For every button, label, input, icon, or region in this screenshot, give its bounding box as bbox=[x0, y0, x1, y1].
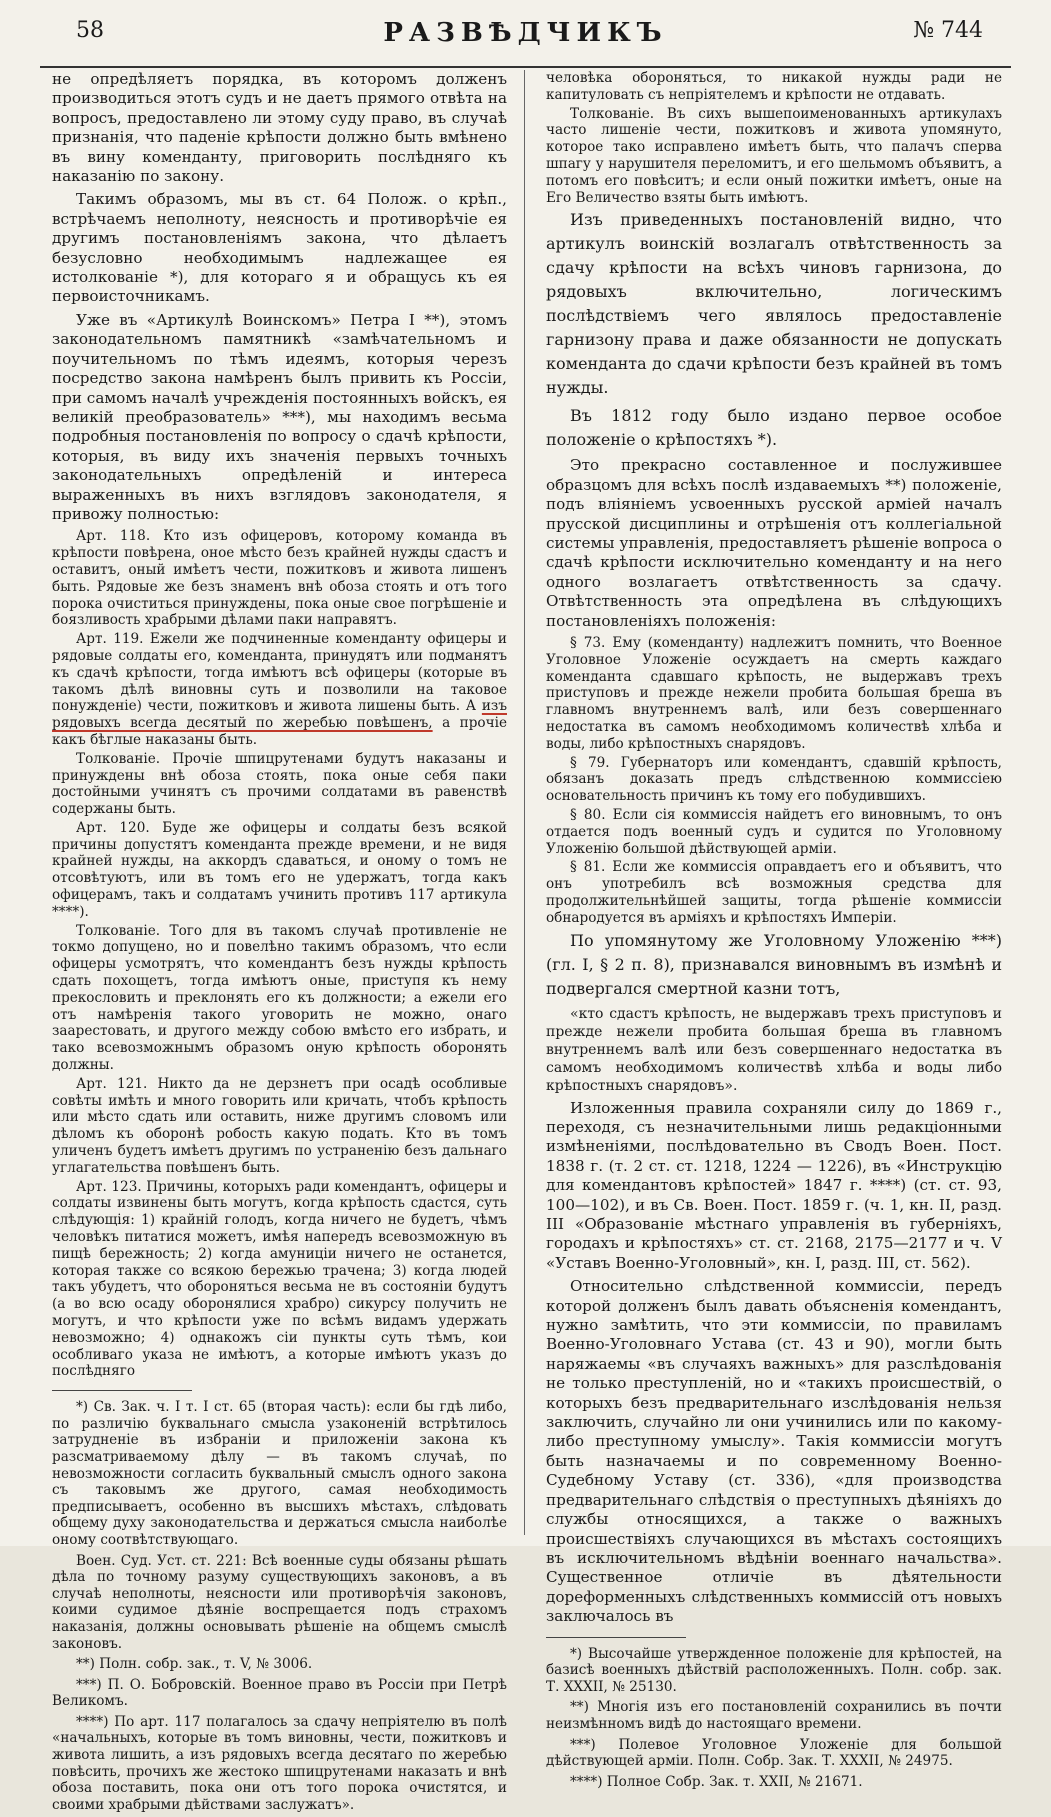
issue-number: № 744 bbox=[913, 18, 983, 43]
article-118: Арт. 118. Кто изъ офицеровъ, которому команда въ крѣпости повѣрена, оное мѣсто безъ крайней нужды сдастъ и оставитъ, оный имѣетъ чести, пожитковъ и живота лишенъ быть. Рядовые же безъ знаменъ внѣ обоза стоять и отъ того порока очиститься принуждены, пока оные свое погрѣшеніе и боязливость храбрыми дѣлами паки направятъ. bbox=[52, 528, 507, 629]
interpretation: Толкованіе. Того для въ такомъ случаѣ противленіе не токмо допущено, но и повелѣно такимъ образомъ, что если офицеры усмотрятъ, что комендантъ безъ нужды крѣпость сдать похощетъ, тогда имѣютъ оные, приступя къ нему прекословить и преклонять его къ должности; а ежели его отъ намѣренія такого уговорить не можно, онаго заарестовать, и другого между собою вмѣсто его избрать, и тако всевозможнымъ образомъ оную крѣпость оборонять должны. bbox=[52, 922, 507, 1074]
footnote: *) Высочайше утвержденное положеніе для крѣпостей, на базисѣ военныхъ дѣйствій расположенныхъ. Полн. собр. зак. Т. XXXII, № 25130. bbox=[546, 1645, 1002, 1695]
footnote: **) Полн. собр. зак., т. V, № 3006. bbox=[76, 1656, 313, 1673]
paragraph: Это прекрасно составленное и послужившее образцомъ для всѣхъ послѣ издаваемыхъ **) положеніе, подъ вліяніемъ усвоенныхъ русской арміей началъ прусской дисциплины и отрѣшенія отъ коллегіальной системы управленія, предоставляетъ рѣшеніе вопроса о сдачѣ крѣпости исключительно коменданту и на него одного возлагаетъ отвѣтственность за сдачу. Отвѣтственность эта опредѣлена въ слѣдующихъ постановленіяхъ положенія: bbox=[546, 456, 1002, 630]
section-80: § 80. Если сія коммиссія найдетъ его виновнымъ, то онъ отдается подъ военный судъ и судится по Уголовному Уложенію большой дѣйствующей арміи. bbox=[546, 807, 1002, 857]
article-120: Арт. 120. Буде же офицеры и солдаты безъ всякой причины допустятъ коменданта прежде времени, и не видя крайней нужды, на аккордъ сдаваться, и оному о томъ не отсовѣтуютъ, или въ томъ его не удержатъ, тогда какъ офицерамъ, такъ и солдатамъ учинить противъ 117 артикула ****). bbox=[52, 819, 507, 920]
article-119-tail: а прочіе какъ бѣглые наказаны быть. bbox=[52, 715, 507, 748]
paragraph: Въ 1812 году было издано первое особое положеніе о крѣпостяхъ *). bbox=[546, 406, 1002, 450]
article-121: Арт. 121. Никто да не дерзнетъ при осадѣ особливые совѣты имѣть и много говорить или кричать, чтобъ крѣпость или мѣсто сдать или оставить, ниже другимъ словомъ или дѣломъ къ оборонѣ робость какую подать. Кто въ томъ уличенъ будетъ имѣетъ другимъ по устраненію безъ дальнаго углагательства повѣшенъ быть. bbox=[52, 1075, 507, 1176]
footnote: **) Многія изъ его постановленій сохранились въ почти неизмѣнномъ видѣ до настоящаго времени. bbox=[546, 1699, 1002, 1732]
footnote: ***) П. О. Бобровскій. Военное право въ Россіи при Петрѣ Великомъ. bbox=[52, 1676, 507, 1710]
paragraph: не опредѣляетъ порядка, въ которомъ долженъ производиться этотъ судъ и не даетъ прямого отвѣта на вопросъ, предоставлено ли этому суду право, въ случаѣ признанія, что паденіе крѣпости должно быть вмѣнено въ вину коменданту, приговорить послѣдняго къ наказанію по закону. bbox=[52, 70, 507, 186]
interpretation: Толкованіе. Прочіе шпицрутенами будутъ наказаны и принуждены внѣ обоза стоять, пока оные себя паки достойными учинятъ съ прочими солдатами въ равенствѣ содержаны быть. bbox=[52, 750, 507, 818]
paragraph: человѣка обороняться, то никакой нужды ради не капитуловать съ непріятелемъ и крѣпости не отдавать. bbox=[546, 70, 1002, 103]
column-rule bbox=[524, 70, 525, 1535]
underlined-passage: изъ рядовыхъ всегда десятый по жеребью повѣшенъ, bbox=[52, 698, 507, 732]
footnote: *) Св. Зак. ч. I т. I ст. 65 (вторая часть): если бы гдѣ либо, по различію буквальнаго смысла узаконеній встрѣтилось затрудненіе въ избраніи и приложеніи закона къ разсматриваемому дѣлу — въ такомъ случаѣ, по невозможности согласить буквальный смыслъ одного закона съ таковымъ же другого, самая необходимость предписываетъ, особенно въ высшихъ мѣстахъ, слѣдовать общему духу законодательства и держаться смысла наиболѣе оному соотвѣтствующаго. bbox=[52, 1399, 507, 1548]
footnote: ****) По арт. 117 полагалось за сдачу непріятелю въ полѣ «начальныхъ, которые въ томъ виновны, чести, пожитковъ и живота лишить, а изъ рядовыхъ всегда десятаго по жеребью повѣсить, прочихъ же жестоко шпицрутенами наказать и внѣ обоза поставить, пока они отъ того порока очистятся, и своими храбрыми дѣйствами заслужатъ». bbox=[52, 1713, 507, 1813]
paragraph: Изъ приведенныхъ постановленій видно, что артикулъ воинскій возлагалъ отвѣтственность за сдачу крѣпости на всѣхъ чиновъ гарнизона, до рядовыхъ включительно, логическимъ послѣдствіемъ чего являлось предоставленіе гарнизону права и даже обязанности не допускать коменданта до сдачи крѣпости безъ крайней въ томъ нужды. bbox=[546, 210, 1002, 398]
paragraph: По упомянутому же Уголовному Уложенію ***) (гл. I, § 2 п. 8), признавался виновнымъ въ измѣнѣ и подвергался смертной казни тотъ, bbox=[546, 930, 1002, 998]
section-81: § 81. Если же коммиссія оправдаетъ его и объявитъ, что онъ употребилъ всѣ возможныя средства для продолжительнѣйшей защиты, тогда рѣшеніе коммиссіи обнародуется въ арміяхъ и крѣпостяхъ Имперіи. bbox=[546, 859, 1002, 926]
paragraph: Относительно слѣдственной коммиссіи, передъ которой долженъ былъ давать объясненія комендантъ, нужно замѣтить, что эти коммиссіи, по правиламъ Военно-Уголовнаго Устава (ст. 43 и 90), могли быть наряжаемы «въ случаяхъ важныхъ» для разслѣдованія не только преступленій, но и «такихъ происшествій, о которыхъ безъ предварительнаго изслѣдованія нельзя заключить, случайно ли они учинились или по какому-либо преступному умыслу». Такія коммиссіи могутъ быть назначаемы и по современному Военно-Судебному Уставу (ст. 336), «для производства предварительнаго слѣдствія о преступныхъ дѣяніяхъ до службы относящихся, а также о важныхъ происшествіяхъ случающихся въ мѣстахъ состоящихъ въ исключительномъ вѣдѣніи военнаго начальства». Существенное отличіе въ дѣятельности дореформенныхъ слѣдственныхъ коммиссій отъ новыхъ заключалось въ bbox=[546, 1277, 1002, 1626]
article-123: Арт. 123. Причины, которыхъ ради комендантъ, офицеры и солдаты извинены быть могутъ, когда крѣпость сдастся, суть слѣдующія: 1) крайній голодъ, когда ничего не будетъ, чѣмъ человѣкъ питатися можетъ, имѣя напередъ всевозможную въ пищѣ бережность; 2) когда амуниціи ничего не останется, которая также со всякою бережью трачена; 3) когда людей такъ убудетъ, что обороняться весьма не въ состояніи будутъ (а во всю осаду оборонялися храбро) сикурсу получить не могутъ, и что крѣпости уже по всѣмъ видамъ удержать невозможно; 4) однакожъ сіи пункты суть тѣмъ, кои особливаго указа не имѣютъ, а которые имѣютъ указъ до послѣдняго bbox=[52, 1178, 507, 1380]
footnote: ****) Полное Собр. Зак. т. XXII, № 21671. bbox=[570, 1773, 863, 1790]
paragraph: Изложенныя правила сохраняли силу до 1869 г., переходя, съ незначительными лишь редакціонными измѣненіями, послѣдовательно въ Сводъ Воен. Пост. 1838 г. (т. 2 ст. ст. 1218, 1224 — 1226), въ «Инструкцію для комендантовъ крѣпостей» 1847 г. ****) (ст. ст. 93, 100—102), и въ Св. Воен. Пост. 1859 г. (ч. 1, кн. II, разд. III «Образованіе мѣстнаго управленія въ губерніяхъ, городахъ и крѣпостяхъ» ст. ст. 2168, 2175—2177 и ч. V «Уставъ Военно-Уголовный», кн. I, разд. III, ст. 562). bbox=[546, 1098, 1002, 1272]
article-119 bbox=[52, 631, 507, 749]
left-column bbox=[52, 70, 507, 1817]
interpretation: Толкованіе. Въ сихъ вышепоименованныхъ артикулахъ часто лишеніе чести, пожитковъ и живота упомянуто, которое тако исправлено имѣетъ быть, что палачъ сперва шпагу у нарушителя переломитъ, и его шельмомъ объявитъ, а потомъ его повѣситъ; и если оный пожитки имѣетъ, оные на Его Величество взяты быть имѣютъ. bbox=[546, 105, 1002, 206]
header-rule bbox=[40, 66, 1011, 68]
page-number: 58 bbox=[76, 18, 104, 43]
article-119-text: Арт. 119. Ежели же подчиненные коменданту офицеры и рядовые солдаты его, коменданта, принудятъ или подманятъ къ сдачѣ крѣпости, тогда имѣютъ всѣ офицеры (которые въ такомъ дѣлѣ виновны суть и позволили на таковое понужденіе) чести, пожитковъ и живота лишены быть. А bbox=[52, 631, 507, 715]
journal-title: РАЗВѢДЧИКЪ bbox=[383, 18, 668, 48]
quotation: «кто сдастъ крѣпость, не выдержавъ трехъ приступовъ и прежде нежели пробита большая бреша въ главномъ внутреннемъ валѣ или безъ совершеннаго недостатка въ самомъ необходимомъ количествѣ хлѣба и воды либо крѣпостныхъ снарядовъ». bbox=[546, 1005, 1002, 1094]
footnote-rule bbox=[546, 1637, 686, 1638]
paragraph: Уже въ «Артикулѣ Воинскомъ» Петра I **), этомъ законодательномъ памятникѣ «замѣчательномъ и поучительномъ по тѣмъ идеямъ, которыя черезъ посредство закона намѣренъ былъ привить къ Россіи, при самомъ началѣ учрежденія постоянныхъ войскъ, ея великій преобразователь» ***), мы находимъ весьма подробныя постановленія по вопросу о сдачѣ крѣпости, которыя, въ виду ихъ значенія первыхъ точныхъ законодательныхъ опредѣленій и интереса выраженныхъ въ нихъ взглядовъ законодателя, я привожу полностью: bbox=[52, 310, 507, 523]
paragraph: Такимъ образомъ, мы въ ст. 64 Полож. о крѣп., встрѣчаемъ неполноту, неясность и противорѣчіе ея другимъ постановленіямъ закона, что дѣлаетъ безусловно необходимымъ надлежащее ея истолкованіе *), для котораго я и обращусь къ ея первоисточникамъ. bbox=[52, 190, 507, 306]
right-column bbox=[546, 70, 1002, 1794]
page-header bbox=[60, 18, 991, 54]
footnote-rule bbox=[52, 1390, 192, 1391]
footnote: ***) Полевое Уголовное Уложеніе для большой дѣйствующей арміи. Полн. Собр. Зак. Т. XXXII, № 24975. bbox=[546, 1736, 1002, 1770]
section-79: § 79. Губернаторъ или комендантъ, сдавшій крѣпость, обязанъ доказать предъ слѣдственною коммиссіею основательность причинъ къ тому его побудившихъ. bbox=[546, 754, 1002, 805]
footnote: Воен. Суд. Уст. ст. 221: Всѣ военные суды обязаны рѣшать дѣла по точному разуму существующихъ законовъ, а въ случаѣ неполноты, неясности или противорѣчія законовъ, коими судимое дѣяніе воспрещается подъ страхомъ наказанія, должны основывать рѣшеніе на общемъ смыслѣ законовъ. bbox=[52, 1552, 507, 1652]
section-73: § 73. Ему (коменданту) надлежитъ помнить, что Военное Уголовное Уложеніе осуждаетъ на смерть каждаго коменданта сдавшаго крѣпость, не выдержавъ трехъ приступовъ и прежде нежели пробита большая бреша въ главномъ внутреннемъ валѣ, или безъ совершеннаго недостатка въ самомъ необходимомъ количествѣ хлѣба и воды, либо крѣпостныхъ снарядовъ. bbox=[546, 635, 1002, 752]
